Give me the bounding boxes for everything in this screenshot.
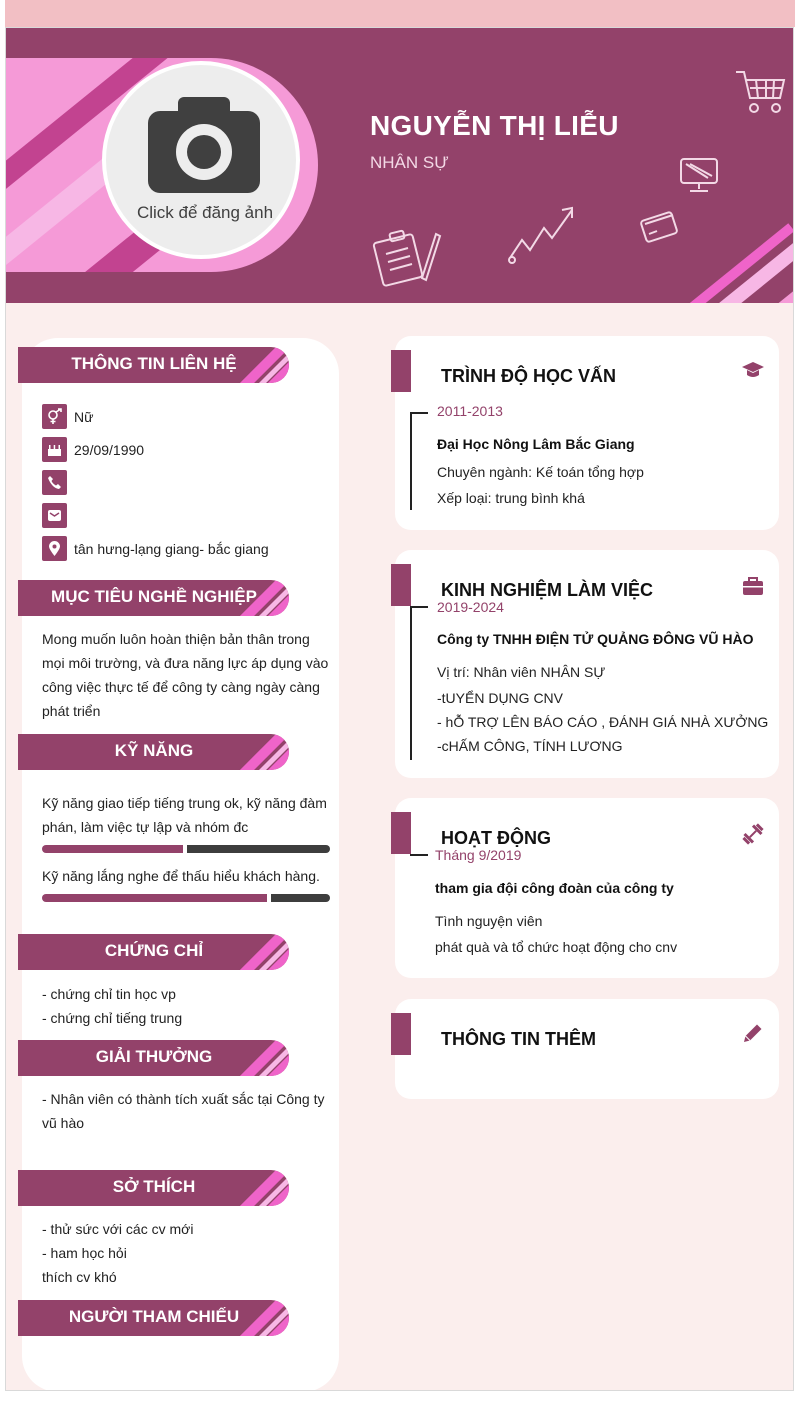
candidate-title[interactable]: NHÂN SỰ xyxy=(370,153,449,172)
email-icon xyxy=(46,507,63,524)
photo-upload-text: Click để đăng ảnh xyxy=(136,203,274,222)
awards-text[interactable]: - Nhân viên có thành tích xuất sắc tại Công ty vũ hào xyxy=(42,1091,325,1131)
experience-detail[interactable]: Vị trí: Nhân viên NHÂN SỰ xyxy=(437,664,606,680)
section-heading-label: CHỨNG CHỈ xyxy=(104,941,204,960)
contact-text[interactable]: 29/09/1990 xyxy=(74,442,145,458)
camera-icon xyxy=(148,97,260,193)
certificates-text[interactable]: - chứng chỉ tin học vp - chứng chỉ tiếng trung xyxy=(42,986,183,1026)
skill-item[interactable]: Kỹ năng giao tiếp tiếng trung ok, kỹ năng đàm phán, làm việc tự lập và nhóm đc xyxy=(42,795,327,835)
skill-level-bar xyxy=(42,894,330,902)
card-accent xyxy=(391,1013,411,1055)
activities-heading[interactable]: HOẠT ĐỘNG xyxy=(441,828,551,848)
phone-icon xyxy=(46,474,63,491)
skill-level-bar xyxy=(42,845,330,853)
card-accent xyxy=(391,564,411,606)
company-name[interactable]: Công ty TNHH ĐIỆN TỬ QUẢNG ĐÔNG VŨ HÀO xyxy=(437,631,754,647)
education-card xyxy=(395,336,779,530)
section-heading-objective xyxy=(18,580,289,616)
header-corner-stripes xyxy=(626,218,794,303)
education-detail[interactable]: Chuyên ngành: Kế toán tổng hợp xyxy=(437,464,644,480)
section-heading-label: KỸ NĂNG xyxy=(114,741,194,760)
skill-item[interactable]: Kỹ năng lắng nghe để thấu hiểu khách hàng. xyxy=(42,868,320,884)
additional-info-card xyxy=(395,999,779,1099)
experience-detail[interactable]: -tUYỂN DỤNG CNV xyxy=(437,690,564,706)
candidate-name[interactable]: NGUYỄN THỊ LIỄU xyxy=(370,110,619,141)
contact-text[interactable]: tân hưng-lạng giang- bắc giang xyxy=(74,541,269,557)
birthday-cake-icon xyxy=(46,441,63,458)
section-heading-awards xyxy=(18,1040,289,1076)
section-heading-certificates xyxy=(18,934,289,970)
briefcase-icon xyxy=(741,574,765,598)
card-accent xyxy=(391,812,411,854)
activities-detail[interactable]: phát quà và tổ chức hoạt động cho cnv xyxy=(435,939,678,955)
section-heading-skills xyxy=(18,734,289,770)
shopping-cart-icon xyxy=(734,68,788,116)
hobbies-text[interactable]: - thử sức với các cv mới - ham học hỏi thích cv khó xyxy=(42,1221,194,1285)
section-heading-references xyxy=(18,1300,289,1336)
experience-heading[interactable]: KINH NGHIỆM LÀM VIỆC xyxy=(441,580,654,600)
cv-header xyxy=(6,28,794,303)
experience-date[interactable]: 2019-2024 xyxy=(437,599,504,615)
graduation-cap-icon xyxy=(741,358,765,382)
section-heading-hobbies xyxy=(18,1170,289,1206)
gender-icon xyxy=(46,408,63,425)
section-heading-label: THÔNG TIN LIÊN HỆ xyxy=(71,354,237,373)
section-heading-label: GIẢI THƯỞNG xyxy=(95,1047,213,1066)
growth-chart-icon xyxy=(506,204,578,266)
card-accent xyxy=(391,350,411,392)
additional-info-heading[interactable]: THÔNG TIN THÊM xyxy=(441,1029,596,1049)
contact-text[interactable]: Nữ xyxy=(74,409,94,425)
experience-detail[interactable]: -cHẤM CÔNG, TÍNH LƯƠNG xyxy=(437,738,623,754)
activities-detail[interactable]: Tình nguyện viên xyxy=(435,913,543,929)
location-pin-icon xyxy=(46,540,63,557)
dumbbell-icon xyxy=(741,822,765,846)
activities-card xyxy=(395,798,779,978)
section-heading-label: SỞ THÍCH xyxy=(112,1177,196,1196)
objective-text[interactable]: Mong muốn luôn hoàn thiện bản thân trong mọi môi trường, và đưa năng lực áp dụng vào công việc thực tế để công ty càng ngày càng phát triển xyxy=(42,631,329,719)
experience-detail[interactable]: - hỖ TRỢ LÊN BÁO CÁO , ĐÁNH GIÁ NHÀ XƯỞNG xyxy=(437,714,769,730)
top-strip xyxy=(5,0,795,27)
photo-upload[interactable] xyxy=(102,61,300,259)
section-heading-label: MỤC TIÊU NGHỀ NGHIỆP xyxy=(51,587,257,606)
education-date[interactable]: 2011-2013 xyxy=(437,403,503,419)
clipboard-icon xyxy=(372,224,442,288)
monitor-icon xyxy=(678,156,720,194)
cv-page xyxy=(5,27,794,1391)
education-detail[interactable]: Xếp loại: trung bình khá xyxy=(437,490,585,506)
pencil-icon xyxy=(741,1021,765,1045)
activities-date[interactable]: Tháng 9/2019 xyxy=(435,847,522,863)
section-heading-contact xyxy=(18,347,289,383)
section-heading-label: NGƯỜI THAM CHIẾU xyxy=(68,1307,240,1326)
school-name[interactable]: Đại Học Nông Lâm Bắc Giang xyxy=(437,436,635,452)
education-heading[interactable]: TRÌNH ĐỘ HỌC VẤN xyxy=(441,366,616,386)
activities-org[interactable]: tham gia đội công đoàn của công ty xyxy=(435,880,674,896)
experience-card xyxy=(395,550,779,778)
